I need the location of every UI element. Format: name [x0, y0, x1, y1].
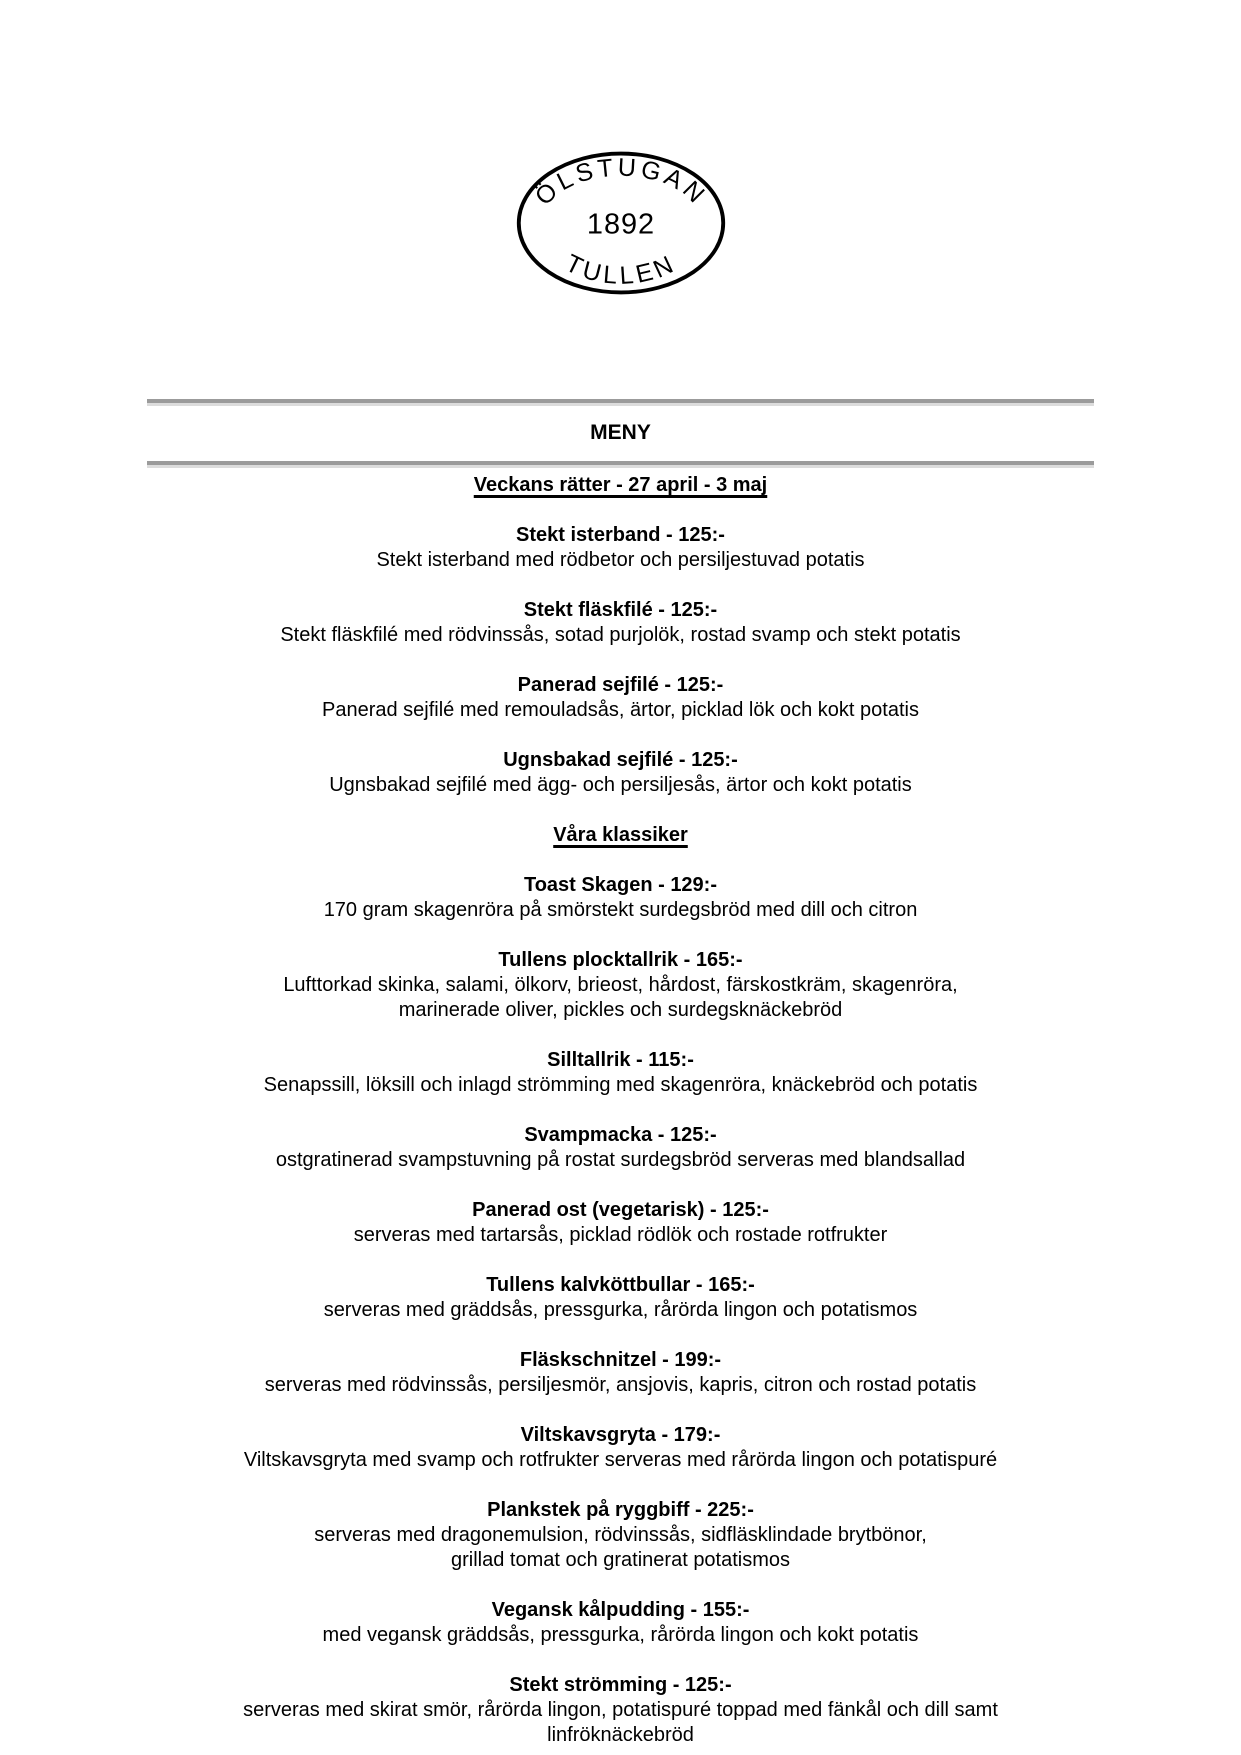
menu-item	[121, 1673, 1121, 1748]
section-heading: Våra klassiker	[553, 824, 688, 846]
menu-section	[121, 473, 1121, 798]
menu-item-description: Viltskavsgryta med svamp och rotfrukter serveras med rårörda lingon och potatispuré	[243, 1449, 998, 1471]
divider-light-band	[147, 403, 1094, 406]
menu-item-title: Stekt fläskfilé - 125:-	[523, 599, 718, 621]
menu-item-title: Plankstek på ryggbiff - 225:-	[487, 1499, 754, 1521]
menu-item-title: Tullens plocktallrik - 165:-	[498, 949, 743, 971]
menu-item	[121, 1498, 1121, 1573]
menu-sections	[121, 469, 1121, 1748]
menu-item-description: serveras med tartarsås, picklad rödlök och rostade rotfrukter	[353, 1224, 888, 1246]
menu-item	[121, 1273, 1121, 1323]
menu-item	[121, 948, 1121, 1023]
menu-item-title: Fläskschnitzel - 199:-	[519, 1349, 722, 1371]
menu-item	[121, 1348, 1121, 1398]
menu-item	[121, 673, 1121, 723]
menu-item-title: Toast Skagen - 129:-	[523, 874, 718, 896]
menu-item-description: Stekt fläskfilé med rödvinssås, sotad purjolök, rostad svamp och stekt potatis	[280, 624, 961, 646]
menu-item	[121, 748, 1121, 798]
menu-item-title: Stekt strömming - 125:-	[509, 1674, 732, 1696]
menu-item-description: Panerad sejfilé med remouladsås, ärtor, picklad lök och kokt potatis	[322, 699, 919, 721]
menu-item-description: 170 gram skagenröra på smörstekt surdegsbröd med dill och citron	[323, 899, 918, 921]
menu-item	[121, 1423, 1121, 1473]
menu-item	[121, 1198, 1121, 1248]
menu-item-description: med vegansk gräddsås, pressgurka, rårörda lingon och kokt potatis	[322, 1624, 919, 1646]
menu-item-description: Stekt isterband med rödbetor och persiljestuvad potatis	[376, 549, 865, 571]
menu-item	[121, 1598, 1121, 1648]
divider-light-band	[147, 465, 1094, 468]
menu-item-description: serveras med rödvinssås, persiljesmör, ansjovis, kapris, citron och rostad potatis	[264, 1374, 977, 1396]
horizontal-divider-top	[147, 399, 1094, 407]
menu-item-title: Panerad sejfilé - 125:-	[517, 674, 724, 696]
menu-item-title: Stekt isterband - 125:-	[516, 524, 725, 546]
menu-item-description: ostgratinerad svampstuvning på rostat surdegsbröd serveras med blandsallad	[275, 1149, 966, 1171]
menu-item-title: Vegansk kålpudding - 155:-	[491, 1599, 750, 1621]
logo-arc-top-text: ÖLSTUGAN	[529, 153, 712, 211]
menu-item	[121, 1048, 1121, 1098]
logo-arc-bottom-text: TULLEN	[560, 249, 681, 291]
menu-item-description: serveras med dragonemulsion, rödvinssås, sidfläsklindade brytbönor, grillad tomat och gratinerat potatismos	[314, 1524, 927, 1571]
menu-item-title: Svampmacka - 125:-	[524, 1124, 717, 1146]
menu-item	[121, 598, 1121, 648]
menu-item-title: Ugnsbakad sejfilé - 125:-	[503, 749, 738, 771]
restaurant-logo	[501, 142, 741, 304]
logo-year-text: 1892	[586, 208, 655, 241]
menu-item	[121, 1123, 1121, 1173]
menu-item-description: serveras med gräddsås, pressgurka, rårörda lingon och potatismos	[323, 1299, 918, 1321]
menu-item-description: serveras med skirat smör, rårörda lingon, potatispuré toppad med fänkål och dill samt linfröknäckebröd	[243, 1699, 998, 1746]
menu-item-title: Viltskavsgryta - 179:-	[520, 1424, 721, 1446]
logo-oval-stamp	[501, 142, 741, 304]
menu-item	[121, 523, 1121, 573]
menu-section	[121, 823, 1121, 1748]
menu-title: MENY	[590, 421, 651, 444]
menu-item-title: Tullens kalvköttbullar - 165:-	[486, 1274, 755, 1296]
menu-item-title: Silltallrik - 115:-	[547, 1049, 694, 1071]
menu-item-description: Ugnsbakad sejfilé med ägg- och persiljesås, ärtor och kokt potatis	[329, 774, 912, 796]
menu-item	[121, 873, 1121, 923]
horizontal-divider-bottom	[147, 461, 1094, 469]
section-heading: Veckans rätter - 27 april - 3 maj	[473, 474, 768, 496]
menu-item-title: Panerad ost (vegetarisk) - 125:-	[472, 1199, 769, 1221]
menu-item-description: Senapssill, löksill och inlagd strömming med skagenröra, knäckebröd och potatis	[263, 1074, 978, 1096]
menu-item-description: Lufttorkad skinka, salami, ölkorv, brieost, hårdost, färskostkräm, skagenröra, marinerade oliver, pickles och surdegsknäckebröd	[283, 974, 958, 1021]
